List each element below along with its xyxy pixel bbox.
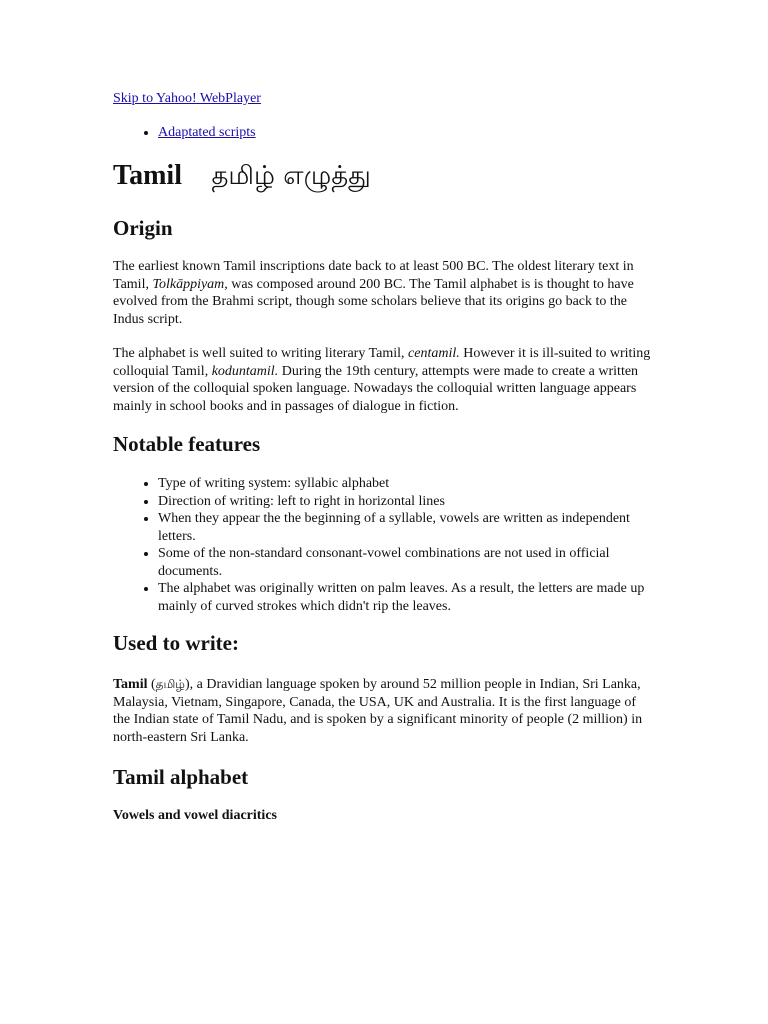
skip-to-webplayer-link[interactable]: Skip to Yahoo! WebPlayer [113,91,261,106]
origin-paragraph-2: The alphabet is well suited to writing literary Tamil, centamil. However it is ill-suited to writing colloquial Tamil, koduntamil. During the 19th century, attempts were made to create a written version of the colloquial spoken language. Nowadays the colloquial written language appears mainly in school books and in passages of dialogue in fiction. [113,346,651,414]
nav-list [113,125,256,141]
page-title [113,160,371,194]
origin-paragraph-1: The earliest known Tamil inscriptions date back to at least 500 BC. The oldest literary text in Tamil, Tolkāppiyam, was composed around 200 BC. The Tamil alphabet is is thought to have evolved from the Brahmi script, though some scholars believe that its origins go back to the Indus script. [113,259,634,327]
list-item: • When they appear the the beginning of a syllable, vowels are written as independent letters. [158,510,653,545]
adaptated-scripts-link[interactable]: Adaptated scripts [158,125,256,140]
used-to-write-paragraph: Tamil (தமிழ்), a Dravidian language spoken by around 52 million people in Indian, Sri Lanka, Malaysia, Vietnam, Singapore, Canada, the USA, UK and Australia. It is the first language of the Indian state of Tamil Nadu, and is spoken by a significant minority of people (2 million) in north-eastern Sri Lanka. [113,677,643,745]
list-item: • Direction of writing: left to right in horizontal lines [158,493,653,511]
nav-item-adaptated-scripts [158,125,256,141]
features-list [113,475,653,615]
tamil-alphabet-heading: Tamil alphabet [113,765,249,789]
notable-features-heading: Notable features [113,432,261,456]
list-item: • Some of the non-standard consonant-vowel combinations are not used in official documents. [158,545,653,580]
vowels-subheading: Vowels and vowel diacritics [113,808,277,823]
page-title-tamil: தமிழ் எழுத்து [211,161,371,191]
list-item: • The alphabet was originally written on palm leaves. As a result, the letters are made up mainly of curved strokes which didn't rip the leaves. [158,580,653,615]
used-to-write-heading: Used to write: [113,631,239,655]
origin-heading: Origin [113,216,173,240]
page-title-english: Tamil [113,160,182,191]
list-item: • Type of writing system: syllabic alphabet [158,475,653,493]
